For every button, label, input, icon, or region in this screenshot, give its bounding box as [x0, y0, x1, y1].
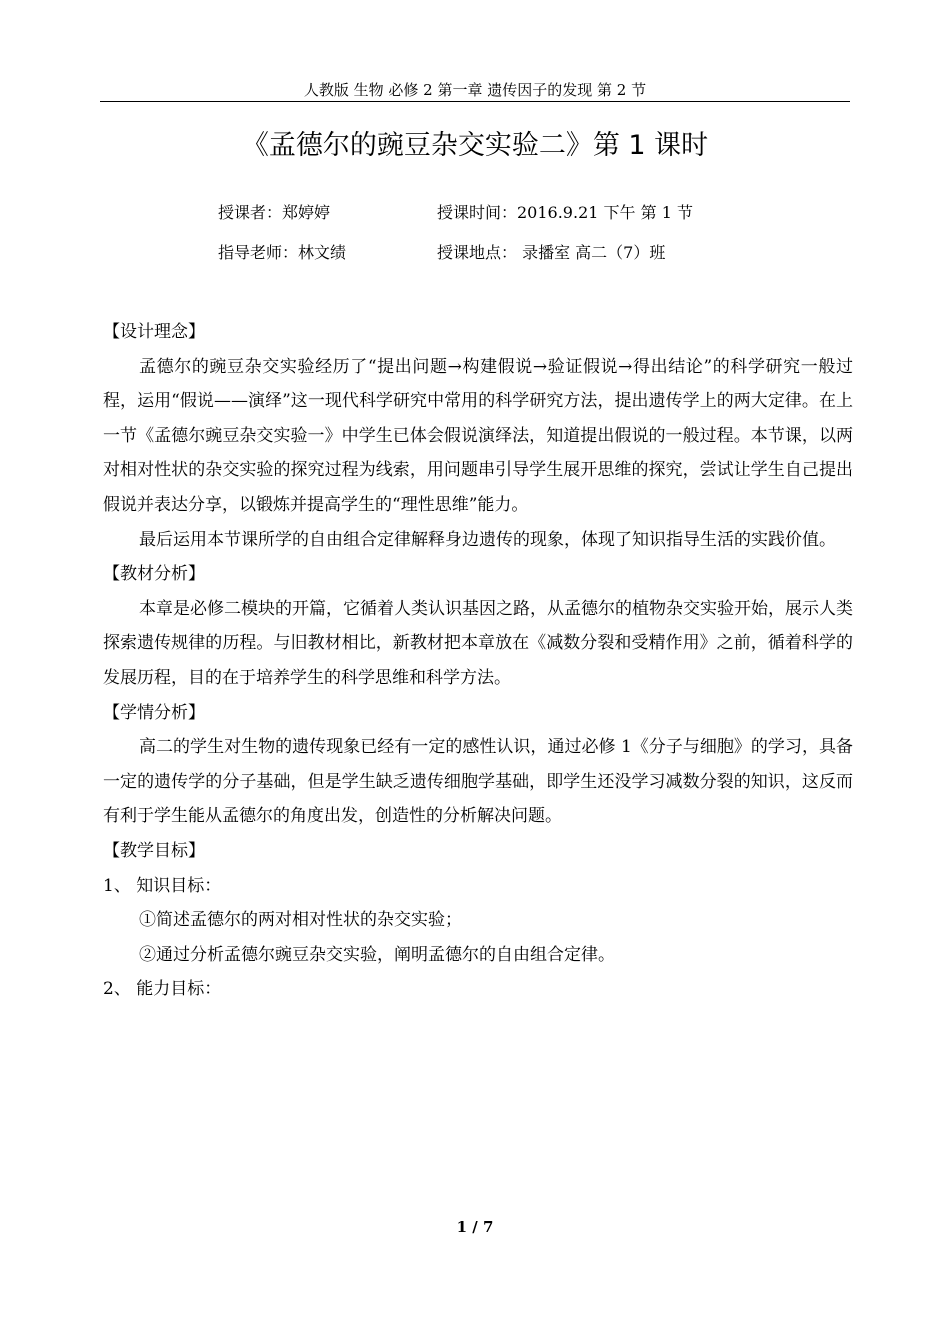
section-heading-students: 【学情分析】: [103, 702, 205, 723]
material-paragraph: 本章是必修二模块的开篇，它循着人类认识基因之路，从孟德尔的植物杂交实验开始，展示人类探索遗传规律的历程。与旧教材相比，新教材把本章放在《减数分裂和受精作用》之前，循着科学的发展历程，目的在于培养学生的科学思维和科学方法。: [103, 598, 853, 688]
location-info: 授课地点： 录播室 高二（7）班: [437, 243, 666, 262]
ability-goal-title: 2、 能力目标：: [103, 979, 222, 1000]
section-heading-goals: 【教学目标】: [103, 840, 205, 861]
design-paragraph-1: 孟德尔的豌豆杂交实验经历了“提出问题→构建假说→验证假说→得出结论”的科学研究一般过程，运用“假说——演绎”这一现代科学研究中常用的科学研究方法，提出遗传学上的两大定律。在上一节《孟德尔豌豆杂交实验一》中学生已体会假说演绎法，知道提出假说的一般过程。本节课，以两对相对性状的杂交实验的探究过程为线索，用问题串引导学生展开思维的探究，尝试让学生自己提出假说并表达分享，以锻炼并提高学生的“理性思维”能力。: [103, 356, 853, 515]
students-paragraph: 高二的学生对生物的遗传现象已经有一定的感性认识，通过必修 1《分子与细胞》的学习，具备一定的遗传学的分子基础，但是学生缺乏遗传细胞学基础，即学生还没学习减数分裂的知识，这反而有利于学生能从孟德尔的角度出发，创造性的分析解决问题。: [103, 737, 853, 827]
document-body: [103, 315, 853, 1007]
page-header: 人教版 生物 必修 2 第一章 遗传因子的发现 第 2 节: [303, 81, 647, 99]
section-heading-material: 【教材分析】: [103, 564, 205, 585]
time-info: 授课时间：2016.9.21 下午 第 1 节: [437, 203, 693, 222]
design-paragraph-2: 最后运用本节课所学的自由组合定律解释身边遗传的现象，体现了知识指导生活的实践价值。: [139, 529, 836, 550]
header-rule: [100, 101, 850, 102]
document-title: 《孟德尔的豌豆杂交实验二》第 1 课时: [241, 130, 709, 161]
knowledge-goal-title: 1、 知识目标：: [103, 875, 222, 896]
knowledge-goal-2: ②通过分析孟德尔豌豆杂交实验，阐明孟德尔的自由组合定律。: [139, 944, 615, 965]
page-number: 1 / 7: [456, 1218, 494, 1236]
section-heading-design: 【设计理念】: [103, 322, 205, 342]
advisor-info: 指导老师：林文绩: [218, 243, 347, 262]
teacher-info: 授课者：郑婷婷: [218, 203, 331, 222]
knowledge-goal-1: ①简述孟德尔的两对相对性状的杂交实验；: [139, 910, 462, 931]
